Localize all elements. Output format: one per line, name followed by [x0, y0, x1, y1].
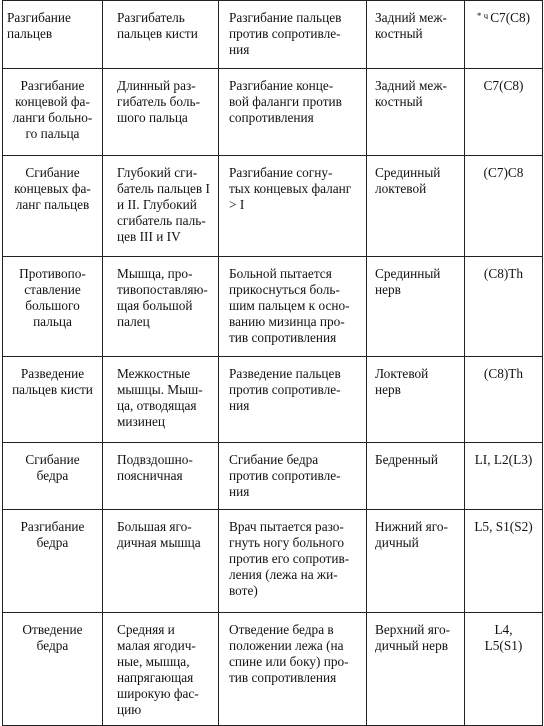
- movement-cell: Сгибание концевых фа- ланг пальцев: [3, 156, 103, 257]
- segment-cell: (C8)Th: [465, 357, 543, 443]
- movement-cell: Разгибание бедра: [3, 510, 103, 613]
- muscle-cell: Глубокий сги- батель пальцев I и II. Глубокий сгибатель паль- цев III и IV: [103, 156, 219, 257]
- test-cell: Сгибание бедра против сопротивле- ния: [219, 443, 367, 510]
- movement-cell: Разгибание пальцев: [3, 1, 103, 69]
- nerve-cell: Верхний яго- дичный нерв: [367, 613, 465, 726]
- segment-cell: L5, S1(S2): [465, 510, 543, 613]
- muscle-cell: Межкостные мышцы. Мыш- ца, отводящая мизинец: [103, 357, 219, 443]
- table-row: [3, 69, 543, 156]
- test-cell: Врач пытается разо- гнуть ногу больного против его сопротив- ления (лежа на жи- воте): [219, 510, 367, 613]
- segment-cell: C7(C8): [465, 69, 543, 156]
- test-cell: Разгибание конце- вой фаланги против сопротивления: [219, 69, 367, 156]
- nerve-cell: Задний меж- костный: [367, 1, 465, 69]
- segment-mark: * ч: [476, 11, 489, 21]
- nerve-cell: Срединный нерв: [367, 257, 465, 357]
- test-cell: Разведение пальцев против сопротивле- ния: [219, 357, 367, 443]
- nerve-cell: Срединный локтевой: [367, 156, 465, 257]
- nerve-cell: Нижний яго- дичный: [367, 510, 465, 613]
- muscle-cell: Мышца, про- тивопоставляю- щая большой палец: [103, 257, 219, 357]
- segment-cell: (C8)Th: [465, 257, 543, 357]
- movement-cell: Противопо- ставление большого пальца: [3, 257, 103, 357]
- nerve-cell: Локтевой нерв: [367, 357, 465, 443]
- table-row: [3, 357, 543, 443]
- segment-cell: L4, L5(S1): [465, 613, 543, 726]
- nerve-cell: Бедренный: [367, 443, 465, 510]
- muscle-cell: Разгибатель пальцев кисти: [103, 1, 219, 69]
- segment-cell: (C7)C8: [465, 156, 543, 257]
- table-row: [3, 257, 543, 357]
- movement-cell: Отведение бедра: [3, 613, 103, 726]
- table-row: [3, 156, 543, 257]
- muscle-innervation-table: [2, 0, 543, 726]
- table-row: [3, 443, 543, 510]
- muscle-cell: Подвздошно- поясничная: [103, 443, 219, 510]
- test-cell: Разгибание пальцев против сопротивле- ния: [219, 1, 367, 69]
- muscle-cell: Средняя и малая ягодич- ные, мышца, напрягающая широкую фас- цию: [103, 613, 219, 726]
- movement-cell: Сгибание бедра: [3, 443, 103, 510]
- test-cell: Больной пытается прикоснуться боль- шим пальцем к осно- ванию мизинца про- тив сопротивления: [219, 257, 367, 357]
- movement-cell: Разведение пальцев кисти: [3, 357, 103, 443]
- segment-cell: [465, 1, 543, 69]
- nerve-cell: Задний меж- костный: [367, 69, 465, 156]
- table-row: [3, 510, 543, 613]
- test-cell: Разгибание согну- тых концевых фаланг > I: [219, 156, 367, 257]
- table-row: [3, 613, 543, 726]
- muscle-cell: Большая яго- дичная мышца: [103, 510, 219, 613]
- segment-value: C7(C8): [490, 10, 531, 25]
- test-cell: Отведение бедра в положении лежа (на спине или боку) про- тив сопротивления: [219, 613, 367, 726]
- movement-cell: Разгибание концевой фа- ланги больно- го пальца: [3, 69, 103, 156]
- muscle-cell: Длинный раз- гибатель боль- шого пальца: [103, 69, 219, 156]
- table-row: [3, 1, 543, 69]
- segment-cell: LI, L2(L3): [465, 443, 543, 510]
